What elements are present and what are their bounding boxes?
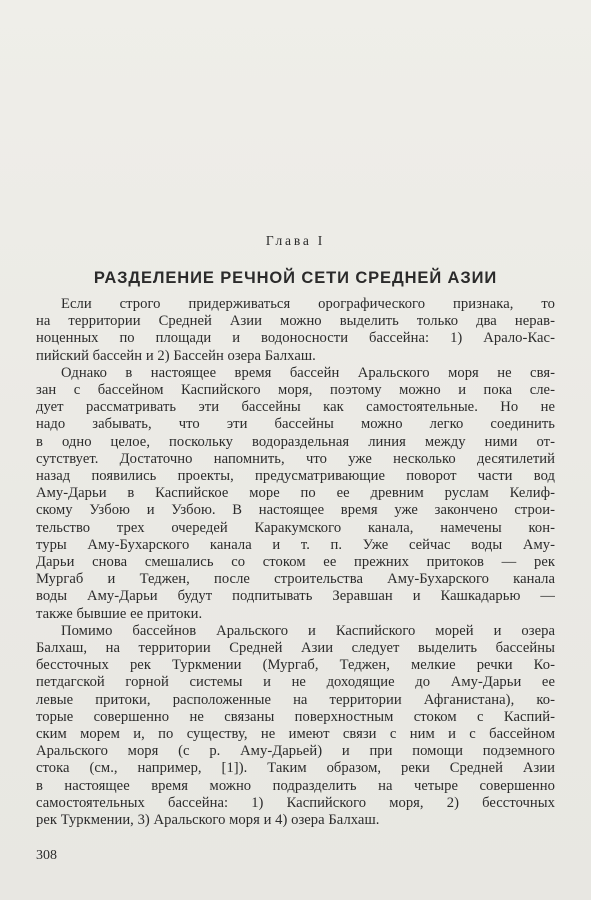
text-line: Если строго придерживаться орографического признака, то xyxy=(61,296,555,312)
text-line: ским морем и, по существу, не имеют связи с ним и с бассейном xyxy=(36,726,555,743)
text-line: Аральского моря (с р. Аму-Дарьей) и при помощи подземного xyxy=(36,743,555,760)
paragraph-2 xyxy=(36,365,555,623)
text-line: воды Аму-Дарьи будут подпитывать Зеравшан и Кашкадарью — xyxy=(36,588,555,605)
text-line: дует рассматривать эти бассейны как самостоятельные. Но не xyxy=(36,399,555,416)
chapter-label: Глава I xyxy=(265,233,326,248)
page-number: 308 xyxy=(36,848,57,863)
text-line: петдагской горной системы и не доходящие до Аму-Дарьи ее xyxy=(36,674,555,691)
page-content xyxy=(36,233,555,829)
text-line: Однако в настоящее время бассейн Аральского моря не свя- xyxy=(61,364,555,381)
text-line: стока (см., например, [1]). Таким образом, реки Средней Азии xyxy=(36,760,555,777)
text-line: Помимо бассейнов Аральского и Каспийского морей и озера xyxy=(61,622,555,639)
chapter-title: РАЗДЕЛЕНИЕ РЕЧНОЙ СЕТИ СРЕДНЕЙ АЗИИ xyxy=(93,269,498,287)
text-line: зан с бассейном Каспийского моря, поэтому можно и пока сле- xyxy=(36,382,555,399)
paragraph-1 xyxy=(36,296,555,365)
text-line: Балхаш, на территории Средней Азии следует выделить бассейны xyxy=(36,640,555,657)
text-line: самостоятельных бассейна: 1) Каспийского моря, 2) бессточных xyxy=(36,794,555,811)
text-line: в настоящее время можно подразделить на четыре совершенно xyxy=(36,777,555,794)
text-line: на территории Средней Азии можно выделить только два нерав- xyxy=(36,313,555,330)
text-line: левые притоки, расположенные на территории Афганистана), ко- xyxy=(36,691,555,708)
text-line: туры Аму-Бухарского канала и т. п. Уже сейчас воды Аму- xyxy=(36,536,555,553)
text-line: сутствует. Достаточно напомнить, что уже несколько десятилетий xyxy=(36,450,555,467)
text-line: бессточных рек Туркмении (Мургаб, Теджен, мелкие речки Ко- xyxy=(36,657,555,674)
text-line: скому Узбою и Узбою. В настоящее время уже закончено строи- xyxy=(36,502,555,519)
paragraph-3 xyxy=(36,623,555,829)
text-line: ноценных по площади и водоносности бассейна: 1) Арало-Кас- xyxy=(36,330,555,347)
text-line: назад появились проекты, предусматривающие поворот части вод xyxy=(36,468,555,485)
text-line: рек Туркмении, 3) Аральского моря и 4) озера Балхаш. xyxy=(36,812,380,829)
text-line: пийский бассейн и 2) Бассейн озера Балхаш. xyxy=(36,347,316,364)
text-line: торые совершенно не связаны поверхностным стоком с Каспий- xyxy=(36,708,555,725)
text-line: также бывшие ее притоки. xyxy=(36,605,203,622)
text-line: надо забывать, что эти бассейны можно легко соединить xyxy=(36,416,555,433)
text-line: Мургаб и Теджен, после строительства Аму-Бухарского канала xyxy=(36,571,555,588)
text-line: Дарьи снова смешались со стоком ее прежних притоков — рек xyxy=(36,554,555,571)
text-line: Аму-Дарьи в Каспийское море по ее древним руслам Келиф- xyxy=(36,485,555,502)
text-line: в одно целое, поскольку водораздельная линия между ними от- xyxy=(36,433,555,450)
text-line: тельство трех очередей Каракумского канала, намечены кон- xyxy=(36,519,555,536)
